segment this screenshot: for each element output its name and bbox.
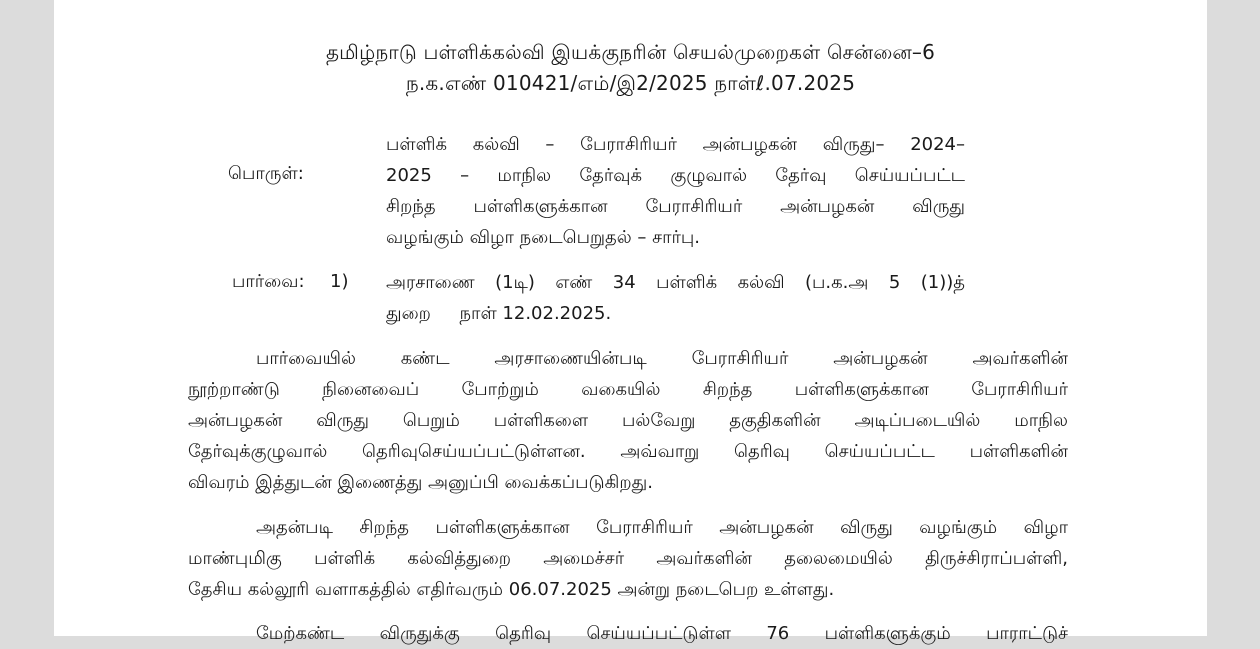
paragraph-line: தேசிய கல்லூரி வளாகத்தில் எதிர்வரும் 06.07.2025 அன்று நடைபெற உள்ளது. (188, 579, 835, 600)
subject-line: பள்ளிக் கல்வி – பேராசிரியர் அன்பழகன் விருது– 2024– (386, 134, 965, 155)
subject-text (386, 129, 965, 253)
office-title: தமிழ்நாடு பள்ளிக்கல்வி இயக்குநரின் செயல்முறைகள் சென்னை–6 (325, 40, 936, 64)
paragraph-line: பார்வையில் கண்ட அரசாணையின்படி பேராசிரியர் அன்பழகன் அவர்களின் (256, 348, 1068, 369)
reference-line: துறை நாள் 12.02.2025. (386, 303, 612, 324)
reference-line: அரசாணை (1டி) எண் 34 பள்ளிக் கல்வி (ப.க.அ 5 (1))த் (386, 272, 965, 293)
paragraph-line: அன்பழகன் விருது பெறும் பள்ளிகளை பல்வேறு தகுதிகளின் அடிப்படையில் மாநில (188, 410, 1068, 431)
document-page (54, 0, 1207, 644)
reference-number: 1) (330, 271, 349, 292)
subject-line: 2025 – மாநில தேர்வுக் குழுவால் தேர்வு செய்யப்பட்ட (386, 165, 965, 186)
reference-label: பார்வை: (232, 271, 305, 292)
subject-line: வழங்கும் விழா நடைபெறுதல் – சார்பு. (386, 227, 701, 248)
paragraph-line: மாண்புமிகு பள்ளிக் கல்வித்துறை அமைச்சர் அவர்களின் தலைமையில் திருச்சிராப்பள்ளி, (188, 548, 1068, 569)
paragraph-line: நூற்றாண்டு நினைவைப் போற்றும் வகையில் சிறந்த பள்ளிகளுக்கான பேராசிரியர் (188, 379, 1068, 400)
body-paragraph-1 (188, 343, 1068, 498)
subject-label: பொருள்: (228, 163, 304, 184)
body-paragraph-2 (188, 512, 1068, 605)
reference-text (386, 267, 965, 329)
paragraph-line: மேற்கண்ட விருதுக்கு தெரிவு செய்யப்பட்டுள்ள 76 பள்ளிகளுக்கும் பாராட்டுச் (256, 623, 1068, 644)
paragraph-line: அதன்படி சிறந்த பள்ளிகளுக்கான பேராசிரியர் அன்பழகன் விருது வழங்கும் விழா (256, 517, 1068, 538)
body-paragraph-3 (188, 618, 1068, 649)
subject-line: சிறந்த பள்ளிகளுக்கான பேராசிரியர் அன்பழகன் விருது (386, 196, 965, 217)
paragraph-line: விவரம் இத்துடன் இணைத்து அனுப்பி வைக்கப்படுகிறது. (188, 472, 653, 493)
paragraph-line: தேர்வுக்குழுவால் தெரிவுசெய்யப்பட்டுள்ளன. அவ்வாறு தெரிவு செய்யப்பட்ட பள்ளிகளின் (188, 441, 1068, 462)
reference-number-date: ந.க.எண் 010421/எம்/இ2/2025 நாள்ℓ.07.2025 (405, 71, 856, 95)
